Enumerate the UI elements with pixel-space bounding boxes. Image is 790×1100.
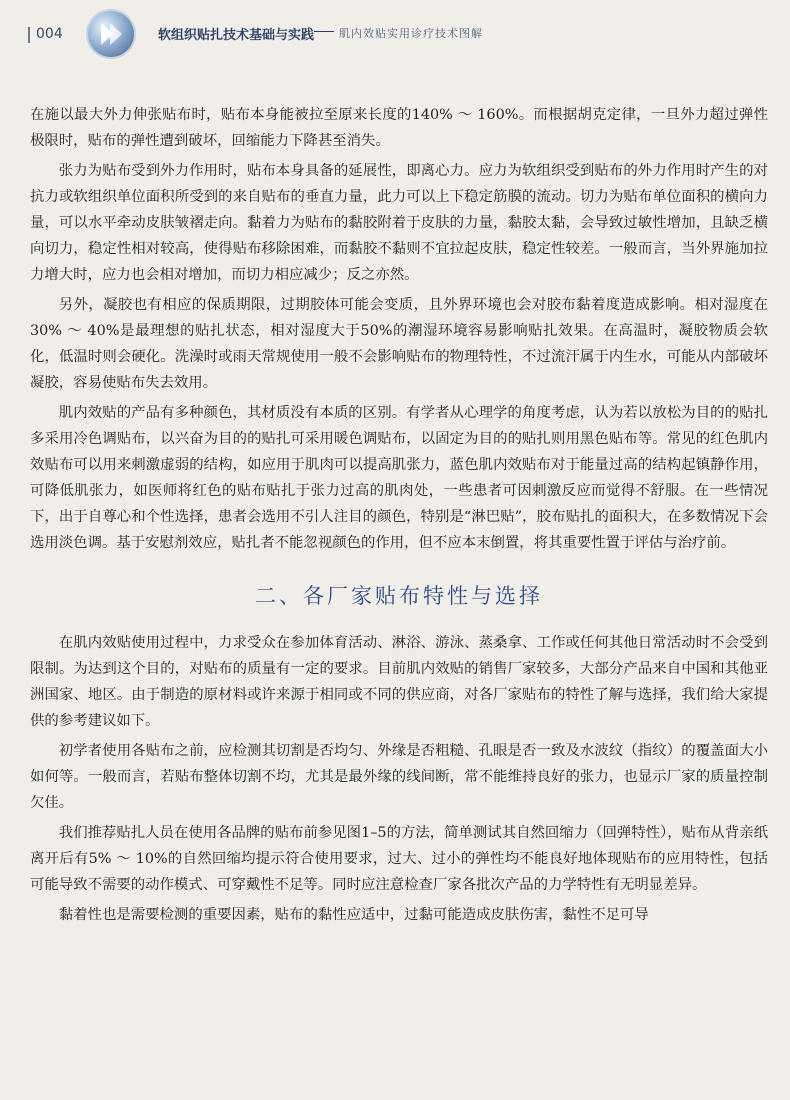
page-number: 004 xyxy=(36,26,63,42)
play-arrow-logo-icon xyxy=(88,11,134,57)
page-body xyxy=(30,102,768,928)
page-header xyxy=(0,0,790,70)
paragraph: 张力为贴布受到外力作用时，贴布本身具备的延展性，即离心力。应力为软组织受到贴布的外力作用时产生的对抗力或软组织单位面积所受到的来自贴布的垂直力量，此力可以上下稳定筋膜的流动。切力为贴布单位面积的横向力量，可以水平牵动皮肤皱褶走向。黏着力为贴布的黏胶附着于皮肤的力量，黏胶太黏，会导致过敏性增加，且缺乏横向切力，稳定性相对较高，使得贴布移除困难，而黏胶不黏则不宜拉起皮肤，稳定性较差。一般而言，当外界施加拉力增大时，应力也会相对增加，而切力相应减少；反之亦然。 xyxy=(30,163,768,283)
paragraph: 另外，凝胶也有相应的保质期限，过期胶体可能会变质，且外界环境也会对胶布黏着度造成影响。相对湿度在30% ～ 40%是最理想的贴扎状态，相对湿度大于50%的潮湿环境容易影响贴扎效果。在高温时，凝胶物质会软化，低温时则会硬化。洗澡时或雨天常规使用一般不会影响贴布的物理特性，不过流汗属于内生水，可能从内部破坏凝胶，容易使贴布失去效用。 xyxy=(30,297,768,391)
paragraph: 在肌内效贴使用过程中，力求受众在参加体育活动、淋浴、游泳、蒸桑拿、工作或任何其他日常活动时不会受到限制。为达到这个目的，对贴布的质量有一定的要求。目前肌内效贴的销售厂家较多，大部分产品来自中国和其他亚洲国家、地区。由于制造的原材料或许来源于相同或不同的供应商，对各厂家贴布的特性了解与选择，我们给大家提供的参考建议如下。 xyxy=(30,635,768,729)
paragraph: 在施以最大外力伸张贴布时，贴布本身能被拉至原来长度的140% ～ 160%。而根据胡克定律，一旦外力超过弹性极限时，贴布的弹性遭到破坏，回缩能力下降甚至消失。 xyxy=(30,107,768,149)
paragraph: 我们推荐贴扎人员在使用各品牌的贴布前参见图1–5的方法，简单测试其自然回缩力（回弹特性），贴布从背亲纸离开后有5% ～ 10%的自然回缩均提示符合使用要求，过大、过小的弹性均不能良好地体现贴布的应用特性，包括可能导致不需要的动作模式、可穿戴性不足等。同时应注意检查厂家各批次产品的力学特性有无明显差异。 xyxy=(30,825,768,893)
book-subtitle: 肌内效贴实用诊疗技术图解 xyxy=(339,27,483,40)
page-number-divider xyxy=(28,27,30,43)
paragraph: 黏着性也是需要检测的重要因素，贴布的黏性应适中，过黏可能造成皮肤伤害，黏性不足可导 xyxy=(58,907,649,923)
section-heading: 二、各厂家贴布特性与选择 xyxy=(255,584,543,608)
paragraph: 肌内效贴的产品有多种颜色，其材质没有本质的区别。有学者从心理学的角度考虑，认为若以放松为目的的贴扎多采用冷色调贴布，以兴奋为目的的贴扎可采用暖色调贴布，以固定为目的的贴扎则用黑色贴布等。常见的红色肌内效贴布可以用来刺激虚弱的结构，如应用于肌肉可以提高肌张力，蓝色肌内效贴布对于能量过高的结构起镇静作用，可降低肌张力，如医师将红色的贴布贴扎于张力过高的肌肉处，一些患者可因刺激反应而觉得不舒服。在一些情况下，出于自尊心和个性选择，患者会选用不引人注目的颜色，特别是“淋巴贴”，胶布贴扎的面积大，在多数情况下会选用淡色调。基于安慰剂效应，贴扎者不能忽视颜色的作用，但不应本末倒置，将其重要性置于评估与治疗前。 xyxy=(30,405,768,551)
book-title: 软组织贴扎技术基础与实践 xyxy=(158,28,315,43)
header-dash-divider xyxy=(314,31,334,32)
paragraph: 初学者使用各贴布之前，应检测其切割是否均匀、外缘是否粗糙、孔眼是否一致及水波纹（指纹）的覆盖面大小如何等。一般而言，若贴布整体切割不均，尤其是最外缘的线间断，常不能维持良好的张力，也显示厂家的质量控制欠佳。 xyxy=(30,743,768,811)
